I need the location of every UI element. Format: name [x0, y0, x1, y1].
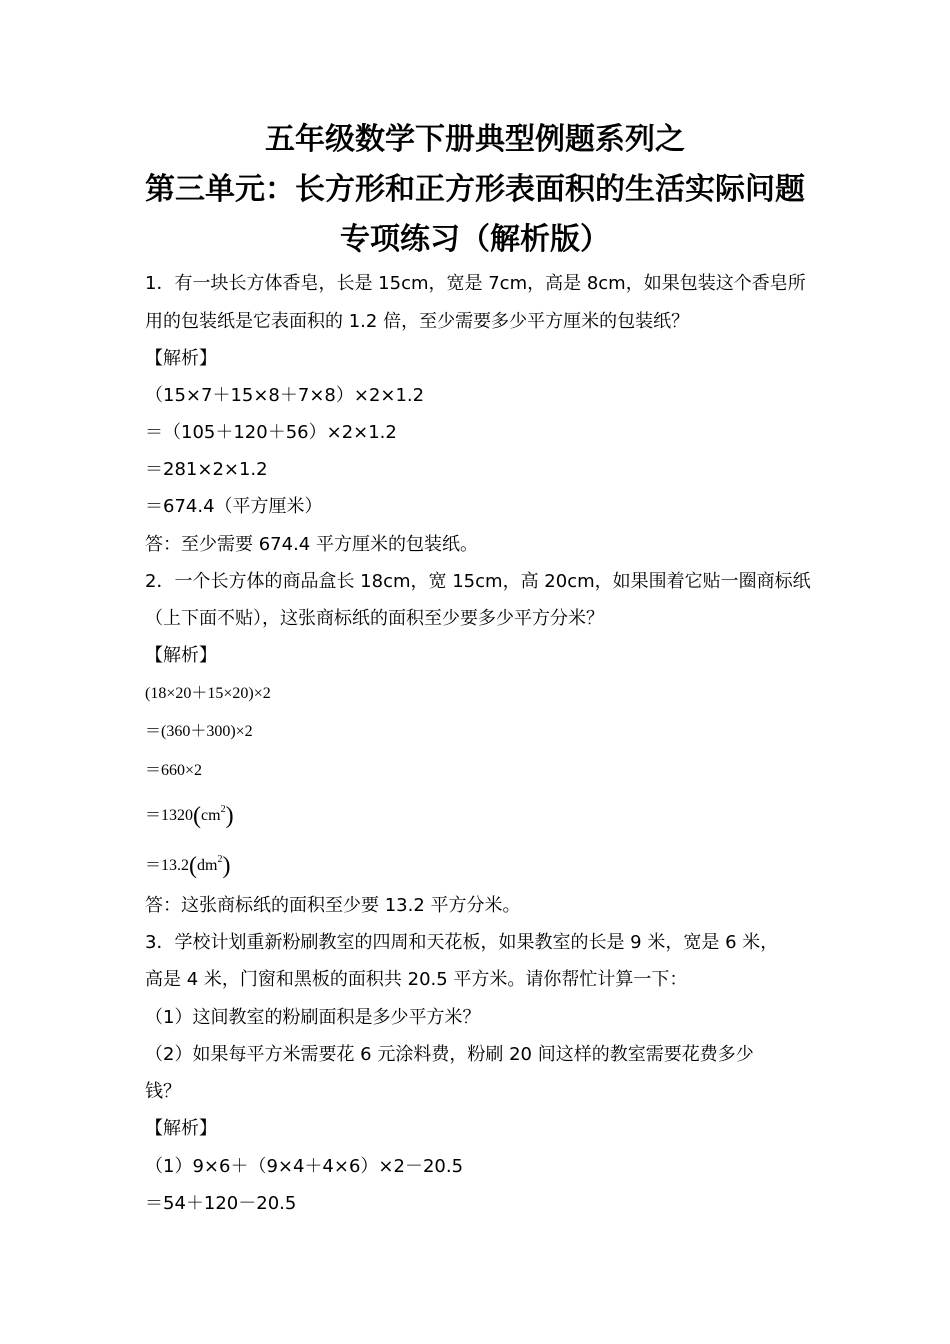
q3-analysis-label: 【解析】 [145, 1118, 217, 1139]
q2-analysis-label: 【解析】 [145, 645, 217, 666]
q3-text-line-1: 3．学校计划重新粉刷教室的四周和天花板，如果教室的长是 9 米，宽是 6 米， [145, 932, 779, 953]
q1-answer: 答：至少需要 674.4 平方厘米的包装纸。 [145, 534, 478, 555]
q1-step-1: （15×7＋15×8＋7×8）×2×1.2 [145, 385, 425, 406]
q2-step-4-exp: 2 [220, 804, 226, 815]
q1-text-line-1: 1．有一块长方体香皂，长是 15cm，宽是 7cm，高是 8cm，如果包装这个香皂所 [145, 273, 806, 294]
q2-step-4-unit: cm [201, 807, 221, 824]
q2-step-3: ＝660×2 [145, 762, 203, 779]
q2-answer: 答：这张商标纸的面积至少要 13.2 平方分米。 [145, 895, 521, 916]
q3-sub-question-2-line-2: 钱？ [145, 1081, 181, 1102]
q1-text-line-2: 用的包装纸是它表面积的 1.2 倍，至少需要多少平方厘米的包装纸？ [145, 311, 690, 332]
q2-step-1: (18×20＋15×20)×2 [145, 685, 271, 702]
q2-step-5-exp: 2 [217, 854, 223, 865]
q2-text-line-2: （上下面不贴），这张商标纸的面积至少要多少平方分米？ [145, 608, 604, 629]
q2-text-line-1: 2．一个长方体的商品盒长 18cm，宽 15cm，高 20cm，如果围着它贴一圈商标纸 [145, 571, 811, 592]
q1-analysis-label: 【解析】 [145, 348, 217, 369]
q3-sub-question-1: （1）这间教室的粉刷面积是多少平方米？ [145, 1007, 481, 1028]
title-line-2: 第三单元：长方形和正方形表面积的生活实际问题 [145, 172, 805, 207]
q3-sub-question-2-line-1: （2）如果每平方米需要花 6 元涂料费，粉刷 20 间这样的教室需要花费多少 [145, 1044, 754, 1065]
q2-step-5-value: ＝13.2 [145, 857, 190, 874]
q3-step-1: （1）9×6＋（9×4＋4×6）×2－20.5 [145, 1156, 464, 1177]
q1-step-4: ＝674.4（平方厘米） [145, 496, 323, 517]
q2-step-5: $=13.2(dm^2)$ [145, 853, 231, 879]
q3-text-line-2: 高是 4 米，门窗和黑板的面积共 20.5 平方米。请你帮忙计算一下： [145, 969, 688, 990]
q2-step-4: $=1320(cm^2)$ [145, 803, 234, 829]
title-line-1: 五年级数学下册典型例题系列之 [265, 122, 685, 157]
q1-step-3: ＝281×2×1.2 [145, 459, 268, 480]
title-line-3: 专项练习（解析版） [340, 222, 610, 257]
q2-step-2: ＝(360＋300)×2 [145, 723, 253, 740]
q2-step-4-value: ＝1320 [145, 807, 194, 824]
q3-step-2: ＝54＋120－20.5 [145, 1193, 297, 1214]
q1-step-2: ＝（105＋120＋56）×2×1.2 [145, 422, 397, 443]
q2-step-5-unit: dm [197, 857, 218, 874]
